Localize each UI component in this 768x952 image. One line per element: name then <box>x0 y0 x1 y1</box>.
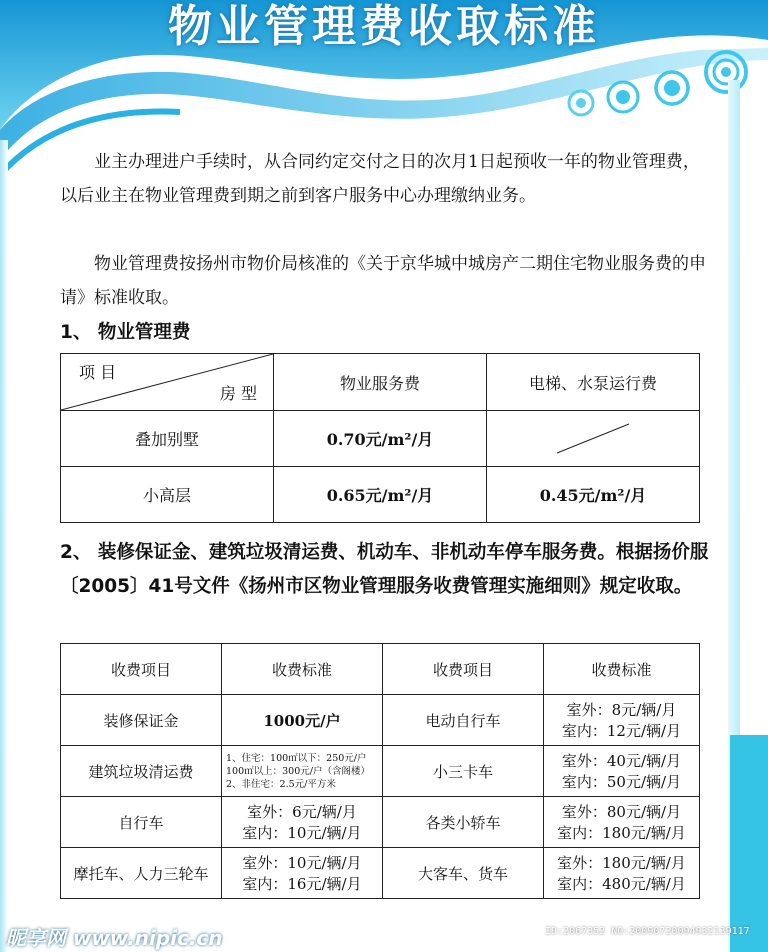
table-cell: 电动自行车 <box>383 695 544 746</box>
column-header: 电梯、水泵运行费 <box>487 354 700 411</box>
cell-line: 室内：12元/辆/月 <box>561 722 682 740</box>
column-header: 收费标准 <box>544 644 700 695</box>
section-2-heading: 2、 装修保证金、建筑垃圾清运费、机动车、非机动车停车服务费。根据扬价服〔2005〕41号文件《扬州市区物业管理服务收费管理实施细则》规定收取。 <box>60 542 709 597</box>
column-header: 收费标准 <box>222 644 383 695</box>
cell-line: 室外：40元/辆/月 <box>561 752 682 770</box>
cell-line: 2、非住宅：2.5元/平方米 <box>226 778 336 790</box>
table-cell <box>222 848 383 899</box>
table-row <box>61 797 700 848</box>
table-cell: 1000元/户 <box>222 695 383 746</box>
strike-line <box>487 411 699 466</box>
cell-line: 1、住宅：100㎡以下：250元/户 <box>226 752 367 764</box>
column-header: 收费项目 <box>383 644 544 695</box>
table-cell: 各类小轿车 <box>383 797 544 848</box>
fee-standards-table <box>60 643 700 899</box>
table-row <box>61 746 700 797</box>
cell-line: 室外：10元/辆/月 <box>242 854 362 872</box>
table-corner-cell <box>61 354 274 411</box>
table-cell: 自行车 <box>61 797 222 848</box>
table-cell: 大客车、货车 <box>383 848 544 899</box>
cell-line: 室内：480元/辆/月 <box>557 875 686 893</box>
cell-line: 室外：180元/辆/月 <box>557 854 686 872</box>
table-cell <box>544 746 700 797</box>
column-header: 物业服务费 <box>274 354 487 411</box>
section-1-heading: 1、 物业管理费 <box>60 322 191 343</box>
table-cell <box>222 797 383 848</box>
page-title: 物业管理费收取标准 <box>168 1 600 52</box>
table-cell <box>544 797 700 848</box>
table-cell: 0.70元/m²/月 <box>274 411 487 467</box>
table-cell: 建筑垃圾清运费 <box>61 746 222 797</box>
cell-line: 100㎡以上：300元/户（含阁楼） <box>226 765 370 777</box>
table-row <box>61 411 700 467</box>
cell-line: 室内：10元/辆/月 <box>242 824 362 842</box>
corner-bottom-label: 房 型 <box>219 384 257 403</box>
cell-line: 室内：16元/辆/月 <box>242 875 362 893</box>
table-cell-empty <box>487 411 700 467</box>
table-cell: 0.45元/m²/月 <box>487 467 700 523</box>
table-cell: 0.65元/m²/月 <box>274 467 487 523</box>
intro-paragraph-1: 业主办理进户手续时，从合同约定交付之日的次月1日起预收一年的物业管理费，以后业主在物业管理费到期之前到客户服务中心办理缴纳业务。 <box>60 152 700 206</box>
cell-line: 室外：80元/辆/月 <box>561 803 682 821</box>
table-cell: 摩托车、人力三轮车 <box>61 848 222 899</box>
cell-line: 室内：50元/辆/月 <box>561 773 682 791</box>
cell-line: 室外：6元/辆/月 <box>247 803 357 821</box>
table-row <box>61 467 700 523</box>
table-cell <box>544 695 700 746</box>
table-cell: 装修保证金 <box>61 695 222 746</box>
watermark-id: ID:2067352 NO:20090720094932139117 <box>545 926 750 937</box>
management-fee-table <box>60 353 700 523</box>
watermark-logo: 昵享网 www.nipic.cn <box>6 926 223 950</box>
table-cell: 小三卡车 <box>383 746 544 797</box>
right-decor-block <box>730 735 768 952</box>
corner-top-label: 项 目 <box>79 363 117 382</box>
intro-paragraph-2: 物业管理费按扬州市物价局核准的《关于京华城中城房产二期住宅物业服务费的申请》标准收取。 <box>60 254 706 308</box>
cell-line: 室内：180元/辆/月 <box>557 824 686 842</box>
table-header-row <box>61 644 700 695</box>
table-row <box>61 695 700 746</box>
table-row <box>61 848 700 899</box>
column-header: 收费项目 <box>61 644 222 695</box>
table-cell: 小高层 <box>61 467 274 523</box>
cell-line: 室外：8元/辆/月 <box>566 701 677 719</box>
table-cell: 叠加别墅 <box>61 411 274 467</box>
left-decor-edge <box>0 140 8 952</box>
table-cell <box>544 848 700 899</box>
table-cell <box>222 746 383 797</box>
